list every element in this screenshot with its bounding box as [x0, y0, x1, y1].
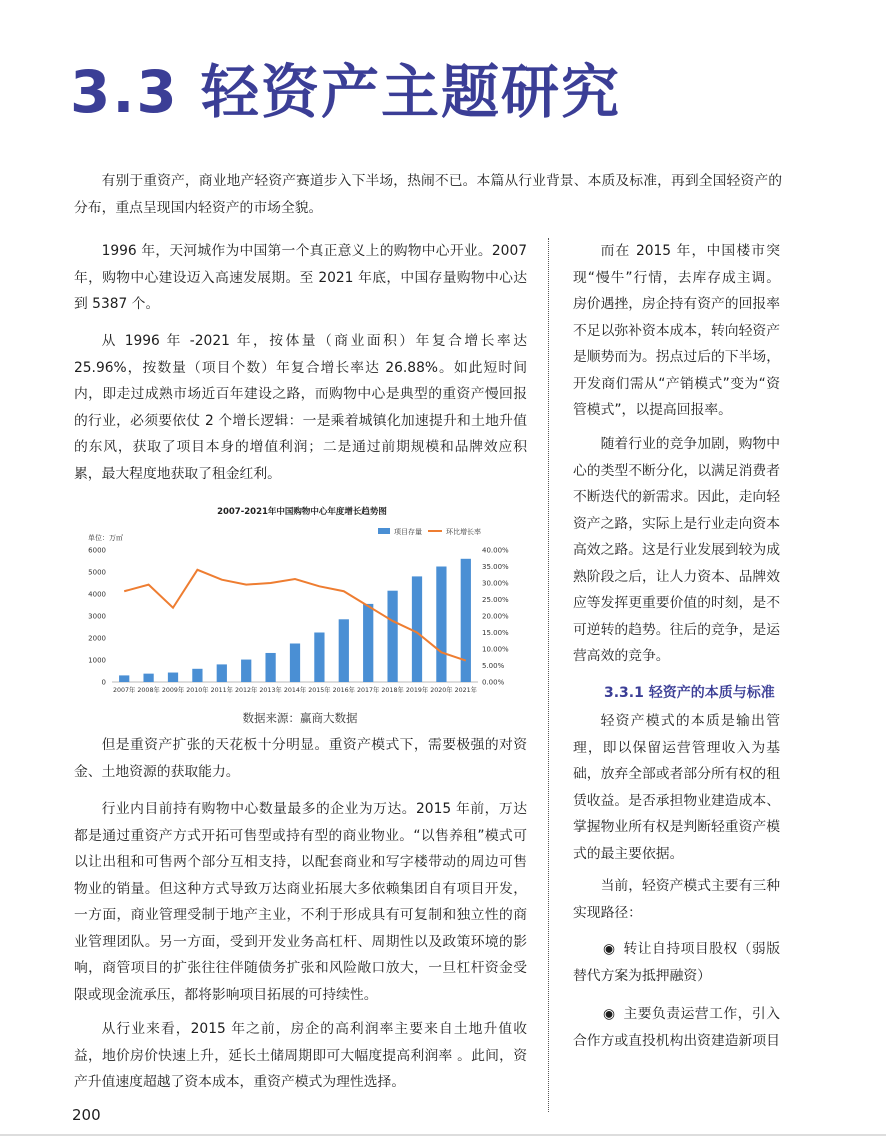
y-left-tick-label: 6000: [88, 546, 106, 555]
column-divider: [548, 238, 549, 1112]
y-left-tick-label: 0: [101, 678, 106, 687]
y-right-tick-label: 15.00%: [482, 629, 509, 637]
chart-unit-label: 单位：万㎡: [88, 534, 123, 542]
x-tick-label: 2019年: [405, 687, 429, 694]
y-left-tick-label: 3000: [88, 612, 106, 621]
bar-project-stock: [168, 673, 178, 682]
chart-source: 数据来源：赢商大数据: [242, 711, 358, 725]
bullet-text-1: 转让自持项目股权（弱版替代方案为抵押融资）: [573, 941, 780, 984]
page-number: 200: [72, 1106, 101, 1124]
bar-project-stock: [143, 674, 153, 682]
bar-project-stock: [363, 604, 373, 682]
right-paragraph-1: 而在 2015 年，中国楼市突现“慢牛”行情，去库存成主调。房价遇挫，房企持有资产的回报率不足以弥补资本成本，转向轻资产是顺势而为。拐点过后的下半场，开发商们需从“产销模式”变为“资管模式”，以提高回报率。: [573, 243, 780, 418]
chart-title: 2007-2021年中国购物中心年度增长趋势图: [217, 507, 387, 517]
x-tick-label: 2020年: [430, 687, 453, 694]
x-tick-label: 2012年: [235, 687, 258, 694]
bullet-item-2: [573, 1001, 780, 1054]
bullet-icon: ◉: [603, 941, 616, 957]
x-tick-label: 2021年: [454, 687, 477, 694]
y-right-tick-label: 20.00%: [482, 612, 509, 621]
page-title: 3.3 轻资产主题研究: [70, 58, 621, 126]
bar-project-stock: [387, 591, 397, 682]
x-tick-label: 2015年: [308, 687, 331, 694]
left-paragraph-5: 从行业来看，2015 年之前，房企的高利润率主要来自土地升值收益，地价房价快速上升，延长土储周期即可大幅度提高利润率 。此间，资产升值速度超越了资本成本，重资产模式为理性选择。: [74, 1021, 527, 1090]
legend-label-line: 环比增长率: [446, 528, 481, 536]
bottom-rule: [0, 1134, 886, 1136]
x-tick-label: 2017年: [357, 687, 380, 694]
bar-project-stock: [412, 576, 422, 682]
left-paragraph-2: 从 1996 年 -2021 年，按体量（商业面积）年复合增长率达 25.96%，按数量（项目个数）年复合增长率达 26.88%。如此短时间内，即走过成熟市场近百年建设之路，而购物中心是典型的重资产慢回报的行业，必须要依仗 2 个增长逻辑：一是乘着城镇化加速提升和土地升值的东风，获取了项目本身的增值利润；二是通过前期规模和品牌效应积累，最大程度地获取了租金红利。: [74, 333, 527, 482]
y-right-tick-label: 10.00%: [482, 645, 509, 654]
bar-project-stock: [290, 644, 300, 683]
right-paragraph-4: 当前，轻资产模式主要有三种实现路径：: [573, 878, 780, 921]
y-left-tick-label: 5000: [88, 568, 106, 577]
left-paragraph-1: 1996 年，天河城作为中国第一个真正意义上的购物中心开业。2007 年，购物中心建设迈入高速发展期。至 2021 年底，中国存量购物中心达到 5387 个。: [74, 243, 527, 312]
right-paragraph-2: 随着行业的竞争加剧，购物中心的类型不断分化，以满足消费者不断迭代的新需求。因此，走向轻资产之路，实际上是行业走向资本高效之路。这是行业发展到较为成熟阶段之后，让人力资本、品牌效应等发挥更重要价值的时刻，是不可逆转的趋势。往后的竞争，是运营高效的竞争。: [573, 436, 780, 664]
right-paragraph-3: 轻资产模式的本质是输出管理，即以保留运营管理收入为基础，放弃全部或者部分所有权的租赁收益。是否承担物业建造成本、掌握物业所有权是判断轻重资产模式的最主要依据。: [573, 713, 780, 862]
growth-chart: [78, 500, 526, 730]
y-left-tick-label: 4000: [88, 590, 106, 599]
y-right-tick-label: 5.00%: [482, 662, 505, 670]
bullet-item-1: [573, 936, 780, 989]
bar-project-stock: [192, 669, 202, 682]
y-right-tick-label: 25.00%: [482, 596, 509, 604]
y-right-tick-label: 40.00%: [482, 546, 509, 555]
x-tick-label: 2009年: [161, 687, 185, 694]
bar-project-stock: [119, 675, 129, 682]
bar-project-stock: [461, 559, 471, 682]
chart-svg: [78, 500, 526, 710]
x-tick-label: 2011年: [210, 687, 233, 694]
bar-project-stock: [339, 619, 349, 682]
legend-swatch-bar: [378, 528, 390, 534]
section-subhead: 3.3.1 轻资产的本质与标准: [604, 685, 775, 701]
x-tick-label: 2013年: [259, 687, 282, 694]
left-paragraph-3: 但是重资产扩张的天花板十分明显。重资产模式下，需要极强的对资金、土地资源的获取能力。: [74, 737, 527, 780]
intro-paragraph: 有别于重资产，商业地产轻资产赛道步入下半场，热闹不已。本篇从行业背景、本质及标准，再到全国轻资产的分布，重点呈现国内轻资产的市场全貌。: [74, 173, 782, 216]
bar-project-stock: [265, 653, 275, 682]
bar-project-stock: [436, 567, 446, 683]
x-tick-label: 2016年: [332, 687, 355, 694]
legend-label-bar: 项目存量: [394, 528, 422, 536]
bar-project-stock: [217, 664, 227, 682]
y-right-tick-label: 30.00%: [482, 579, 509, 588]
y-right-tick-label: 35.00%: [482, 563, 509, 571]
x-tick-label: 2010年: [186, 687, 209, 694]
bar-project-stock: [314, 633, 324, 683]
left-paragraph-4: 行业内目前持有购物中心数量最多的企业为万达。2015 年前，万达都是通过重资产方式开拓可售型或持有型的商业物业。“以售养租”模式可以让出租和可售两个部分互相支持，以配套商业和写字楼带动的周边可售物业的销量。但这种方式导致万达商业拓展大多依赖集团自有项目开发，一方面，商业管理受制于地产主业，不利于形成具有可复制和独立性的商业管理团队。另一方面，受到开发业务高杠杆、周期性以及政策环境的影响，商管项目的扩张往往伴随债务扩张和风险敞口放大，一旦杠杆资金受限或现金流承压，都将影响项目拓展的可持续性。: [74, 801, 527, 1003]
y-right-tick-label: 0.00%: [482, 678, 505, 687]
x-tick-label: 2008年: [137, 687, 160, 694]
x-tick-label: 2007年: [113, 687, 136, 694]
y-left-tick-label: 1000: [88, 656, 106, 665]
bullet-icon: ◉: [603, 1006, 616, 1022]
bar-project-stock: [241, 660, 251, 682]
y-left-tick-label: 2000: [88, 634, 106, 643]
bullet-text-2: 主要负责运营工作，引入合作方或直投机构出资建造新项目: [573, 1006, 780, 1049]
x-tick-label: 2018年: [381, 687, 404, 694]
x-tick-label: 2014年: [283, 687, 307, 694]
